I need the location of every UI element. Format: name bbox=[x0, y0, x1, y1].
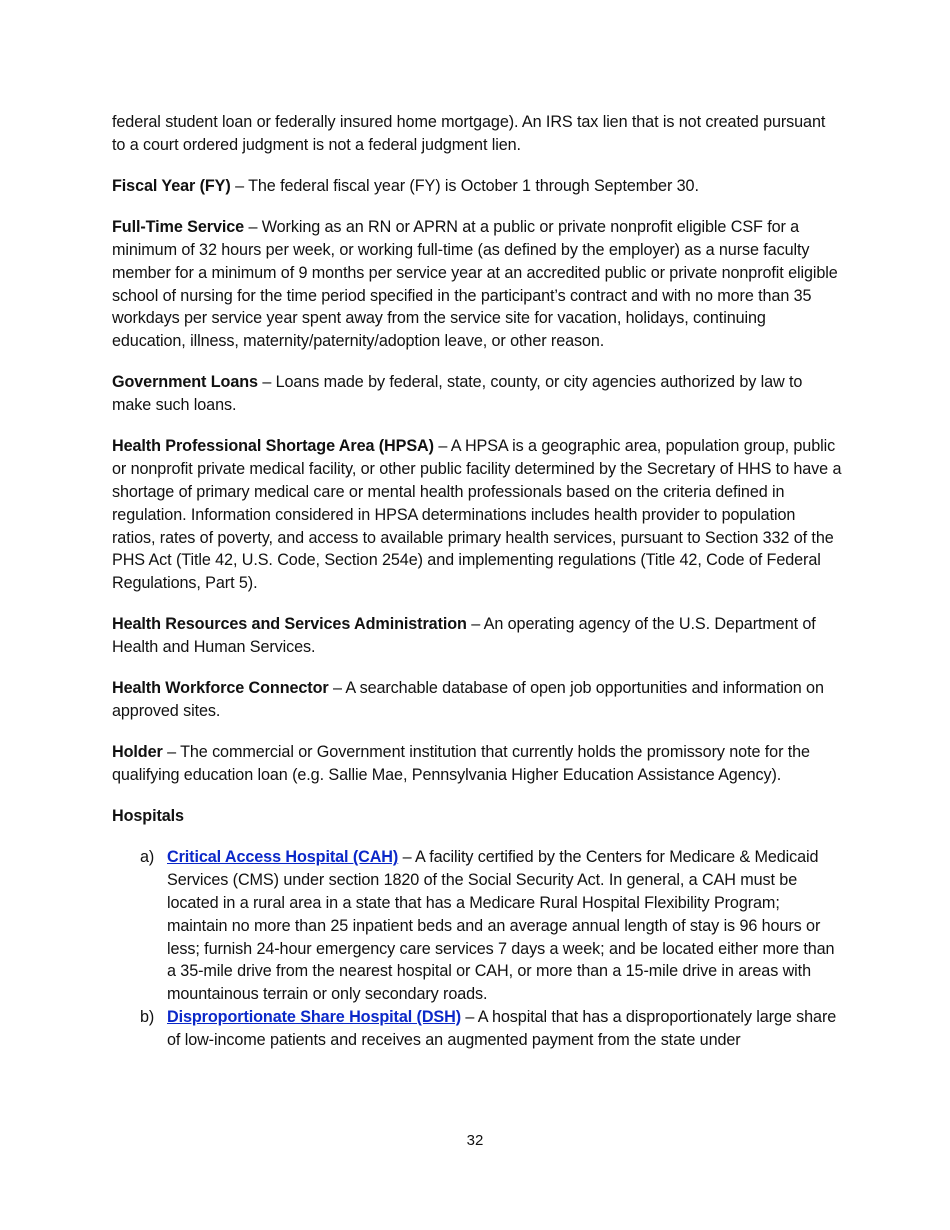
definition-term: Government Loans bbox=[112, 373, 258, 392]
definition-term: Fiscal Year (FY) bbox=[112, 176, 231, 195]
definition-text: – Loans made by federal, state, county, or city agencies authorized by law to make such loans. bbox=[112, 373, 803, 415]
definition-term: Health Resources and Services Administration bbox=[112, 615, 467, 634]
definition-text: – A HPSA is a geographic area, population group, public or nonprofit private medical facility, or other public facility determined by the Secretary of HHS to have a shortage of primary medical care or mental health professionals based on the criteria defined in regulation. Information considered in HPSA determinations includes health provider to population ratios, rates of poverty, and access to available primary health services, pursuant to Section 332 of the PHS Act (Title 42, U.S. Code, Section 254e) and implementing regulations (Title 42, Code of Federal Regulations, Part 5). bbox=[112, 437, 842, 593]
disproportionate-share-hospital-link[interactable]: Disproportionate Share Hospital (DSH) bbox=[167, 1008, 461, 1027]
definition-full-time-service bbox=[112, 216, 842, 353]
definition-text: – Working as an RN or APRN at a public or private nonprofit eligible CSF for a minimum of 32 hours per week, or working full-time (as defined by the employer) as a nurse faculty member for a minimum of 9 months per service year at an accredited public or private nonprofit eligible school of nursing for the time period specified in the participant’s contract and with no more than 35 workdays per service year spent away from the service site for vacation, holidays, continuing education, illness, maternity/paternity/adoption leave, or other reason. bbox=[112, 218, 838, 351]
definition-text: – The commercial or Government institution that currently holds the promissory note for the qualifying education loan (e.g. Sallie Mae, Pennsylvania Higher Education Assistance Agency). bbox=[112, 743, 810, 785]
definition-text: – An operating agency of the U.S. Department of Health and Human Services. bbox=[112, 615, 816, 657]
list-item-text: – A hospital that has a disproportionately large share of low-income patients and receives an augmented payment from the state under bbox=[167, 1008, 837, 1049]
definition-government-loans bbox=[112, 371, 842, 417]
list-marker: a) bbox=[140, 848, 155, 867]
list-item-text: – A facility certified by the Centers for Medicare & Medicaid Services (CMS) under section 1820 of the Social Security Act. In general, a CAH must be located in a rural area in a state that has a Medicare Rural Hospital Flexibility Program; maintain no more than 25 inpatient beds and an average annual length of stay is 96 hours or less; furnish 24-hour emergency care services 7 days a week; and be located either more than a 35-mile drive from the nearest hospital or CAH, or more than a 15-mile drive in areas with mountainous terrain or only secondary roads. bbox=[167, 848, 835, 1004]
definition-text: – The federal fiscal year (FY) is October 1 through September 30. bbox=[230, 176, 699, 195]
definition-term: Health Professional Shortage Area (HPSA) bbox=[112, 437, 434, 456]
document-page bbox=[112, 111, 842, 1052]
definition-holder bbox=[112, 741, 842, 787]
definition-term: Full-Time Service bbox=[112, 218, 245, 237]
critical-access-hospital-link[interactable]: Critical Access Hospital (CAH) bbox=[167, 848, 399, 867]
definition-hrsa bbox=[112, 613, 842, 659]
intro-fragment: federal student loan or federally insured home mortgage). An IRS tax lien that is not created pursuant to a court ordered judgment is not a federal judgment lien. bbox=[112, 113, 826, 154]
hospitals-list bbox=[112, 846, 842, 1051]
definition-fiscal-year bbox=[112, 175, 842, 198]
definition-term: Health Workforce Connector bbox=[112, 679, 329, 698]
list-marker: b) bbox=[140, 1008, 155, 1027]
page-number: 32 bbox=[466, 1132, 484, 1149]
list-item bbox=[112, 846, 842, 1006]
definition-term: Holder bbox=[112, 743, 163, 762]
definition-text: – A searchable database of open job opportunities and information on approved sites. bbox=[112, 679, 824, 721]
definition-health-workforce-connector bbox=[112, 677, 842, 723]
definition-hpsa bbox=[112, 435, 842, 595]
hospitals-heading: Hospitals bbox=[112, 807, 184, 826]
list-item bbox=[112, 1006, 842, 1052]
